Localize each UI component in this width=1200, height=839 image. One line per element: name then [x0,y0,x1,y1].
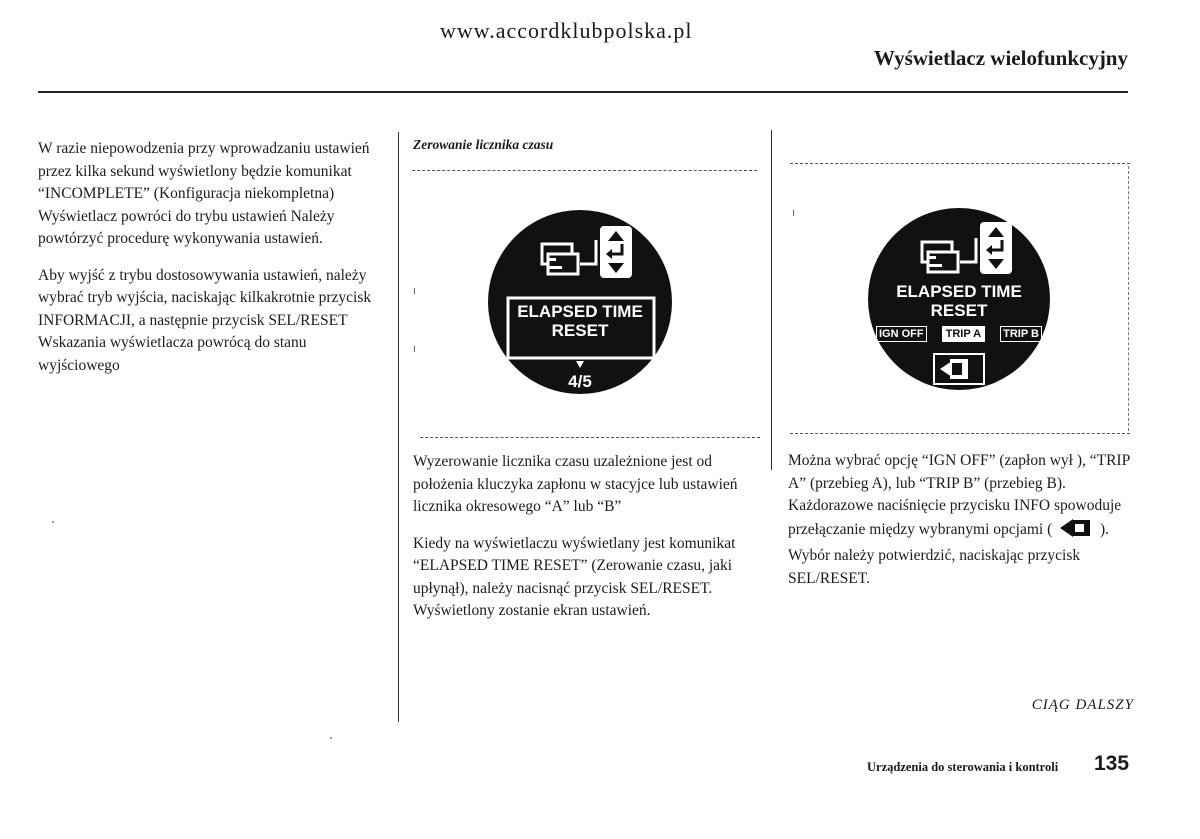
left-column [38,138,388,391]
right-text-before-icon: Można wybrać opcję “IGN OFF” (zapłon wył ), “TRIP A” (przebieg A), lub “TRIP B” (przebieg B). Każdorazowe naciśnięcie przycisku INFO spowoduje przełączanie między wybranymi opcjami ( [788,452,1130,538]
right-text-after-icon: ). Wybór należy potwierdzić, naciskając przycisk SEL/RESET. [788,520,1110,587]
return-arrow-icon [1056,518,1096,546]
trip-option-row [876,326,1042,342]
option-trip-b: TRIP B [1000,326,1042,342]
display-trip-options [868,208,1050,390]
down-arrow-icon [576,361,584,368]
option-trip-a-selected: TRIP A [942,326,985,342]
display-page-indicator: 4/5 [568,372,592,391]
display-line-2: RESET [930,301,988,320]
figure-1-tick [414,288,415,294]
header-rule [38,91,1128,93]
figure-1-bottom-border [420,437,760,438]
print-speck [52,521,54,523]
up-down-enter-buttons-icon [980,222,1012,274]
left-paragraph-incomplete: W razie niepowodzenia przy wprowadzaniu ustawień przez kilka sekund wyświetlony będzie komunikat “INCOMPLETE” (Konfiguracja niekompletna) Wyświetlacz powróci do trybu ustawień Należy powtórzyć procedurę wykonywania ustawień. [38,140,370,247]
middle-paragraph-procedure: Kiedy na wyświetlaczu wyświetlany jest komunikat “ELAPSED TIME RESET” (Zerowanie czasu, jaki upłynął), należy nacisnąć przycisk SEL/RESET. Wyświetlony zostanie ekran ustawień. [413,534,736,619]
option-ign-off: IGN OFF [876,326,927,342]
display-elapsed-time-reset [488,210,672,394]
middle-column [413,451,763,637]
site-url: www.accordklubpolska.pl [440,18,693,43]
print-speck [330,737,332,739]
section-title: Wyświetlacz wielofunkcyjny [873,46,1128,70]
figure-caption: Zerowanie licznika czasu [413,137,554,152]
left-paragraph-exit: Aby wyjść z trybu dostosowywania ustawień, należy wybrać tryb wyjścia, naciskając kilkakrotnie przycisk INFORMACJI, a następnie przycisk SEL/RESET Wskazania wyświetlacza powrócą do stanu wyjściowego [38,266,372,374]
column-divider-right [771,130,772,470]
up-down-enter-buttons-icon [600,226,632,278]
figure-2-right-border [1128,166,1129,431]
display-line-1: ELAPSED TIME [517,302,643,321]
screen-select-icon [542,240,596,274]
footer-section-name: Urządzenia do sterowania i kontroli [867,760,1059,774]
screen-select-icon [922,238,976,272]
right-column [788,450,1133,590]
return-arrow-icon [934,354,984,384]
figure-2-tick [793,210,794,216]
figure-1-tick [414,346,415,352]
figure-2-top-border [790,163,1130,164]
page-number: 135 [1094,752,1130,775]
column-divider-left [398,132,399,722]
continued-label: CIĄG DALSZY [1031,697,1134,713]
figure-2-bottom-border [790,433,1130,434]
middle-paragraph-dependency: Wyzerowanie licznika czasu uzależnione jest od położenia kluczyka zapłonu w stacyjce lub ustawień licznika okresowego “A” lub “B” [413,453,738,515]
display-line-2: RESET [551,321,609,340]
display-line-1: ELAPSED TIME [896,282,1022,301]
figure-1-top-border [412,170,757,171]
